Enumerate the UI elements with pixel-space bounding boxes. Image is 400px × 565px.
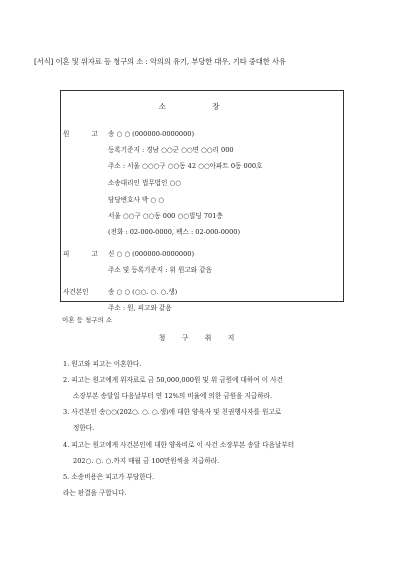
claim-item-3: 3. 사건본인 송○○(202○. ○. ○.생)에 대한 양육자 및 친권행사자를 원고로 <box>63 408 282 416</box>
claim-item-4: 4. 피고는 원고에게 사건본인에 대한 양육비로 이 사건 소장부본 송달 다음날부터 <box>63 441 295 449</box>
defendant-label: 피 고 <box>63 250 108 258</box>
defendant-address: 주소 및 등록기준지 : 위 원고와 같음 <box>108 266 212 274</box>
principal-address: 주소 : 원, 피고와 같음 <box>108 304 172 312</box>
claim-item-2: 2. 피고는 원고에게 위자료로 금 50,000,000원 및 위 금원에 대하여 이 사건 <box>63 376 283 384</box>
claim-closing: 라는 판결을 구합니다. <box>63 489 127 497</box>
claim-item-5: 5. 소송비용은 피고가 부담한다. <box>63 473 155 481</box>
claim-item-1: 1. 원고와 피고는 이혼한다. <box>63 360 142 368</box>
plaintiff-registered-address: 등록기준지 : 경남 ○○군 ○○면 ○○리 000 <box>108 146 234 154</box>
plaintiff-agent: 소송대리인 법무법인 ○○ <box>108 179 182 187</box>
plaintiff-agent-address: 서울 ○○구 ○○동 000 ○○빌딩 701층 <box>108 212 223 220</box>
defendant-name: 신 ○ ○ (000000-0000000) <box>108 250 195 258</box>
document-title: 소 장 <box>158 102 242 111</box>
plaintiff-attorney: 담당변호사 박 ○ ○ <box>108 196 165 204</box>
plaintiff-label: 원 고 <box>63 130 108 138</box>
plaintiff-address: 주소 : 서울 ○○○구 ○○동 42 ○○아파트 0동 000호 <box>108 162 263 170</box>
document-header-title: [서식] 이혼 및 위자료 등 청구의 소 : 악의의 유기, 부당한 대우, 기타 중대한 사유 <box>34 57 286 66</box>
claim-item-2-continued: 소장부본 송달일 다음날부터 연 12%의 비율에 의한 금원을 지급하라. <box>73 392 273 400</box>
case-name: 이혼 등 청구의 소 <box>62 316 113 324</box>
claim-item-3-continued: 정한다. <box>73 424 95 432</box>
principal-label: 사건본인 <box>63 288 89 296</box>
plaintiff-name: 송 ○ ○ (000000-0000000) <box>108 130 195 138</box>
plaintiff-contact: (전화 : 02-000-0000, 팩스 : 02-000-0000) <box>108 228 241 236</box>
claims-title: 청 구 취 지 <box>158 334 242 342</box>
claim-item-4-continued: 202○. ○. ○.까지 매월 금 100만원씩을 지급하라. <box>73 457 220 465</box>
principal-name: 송 ○ ○ (○○. ○. ○.생) <box>108 288 178 296</box>
